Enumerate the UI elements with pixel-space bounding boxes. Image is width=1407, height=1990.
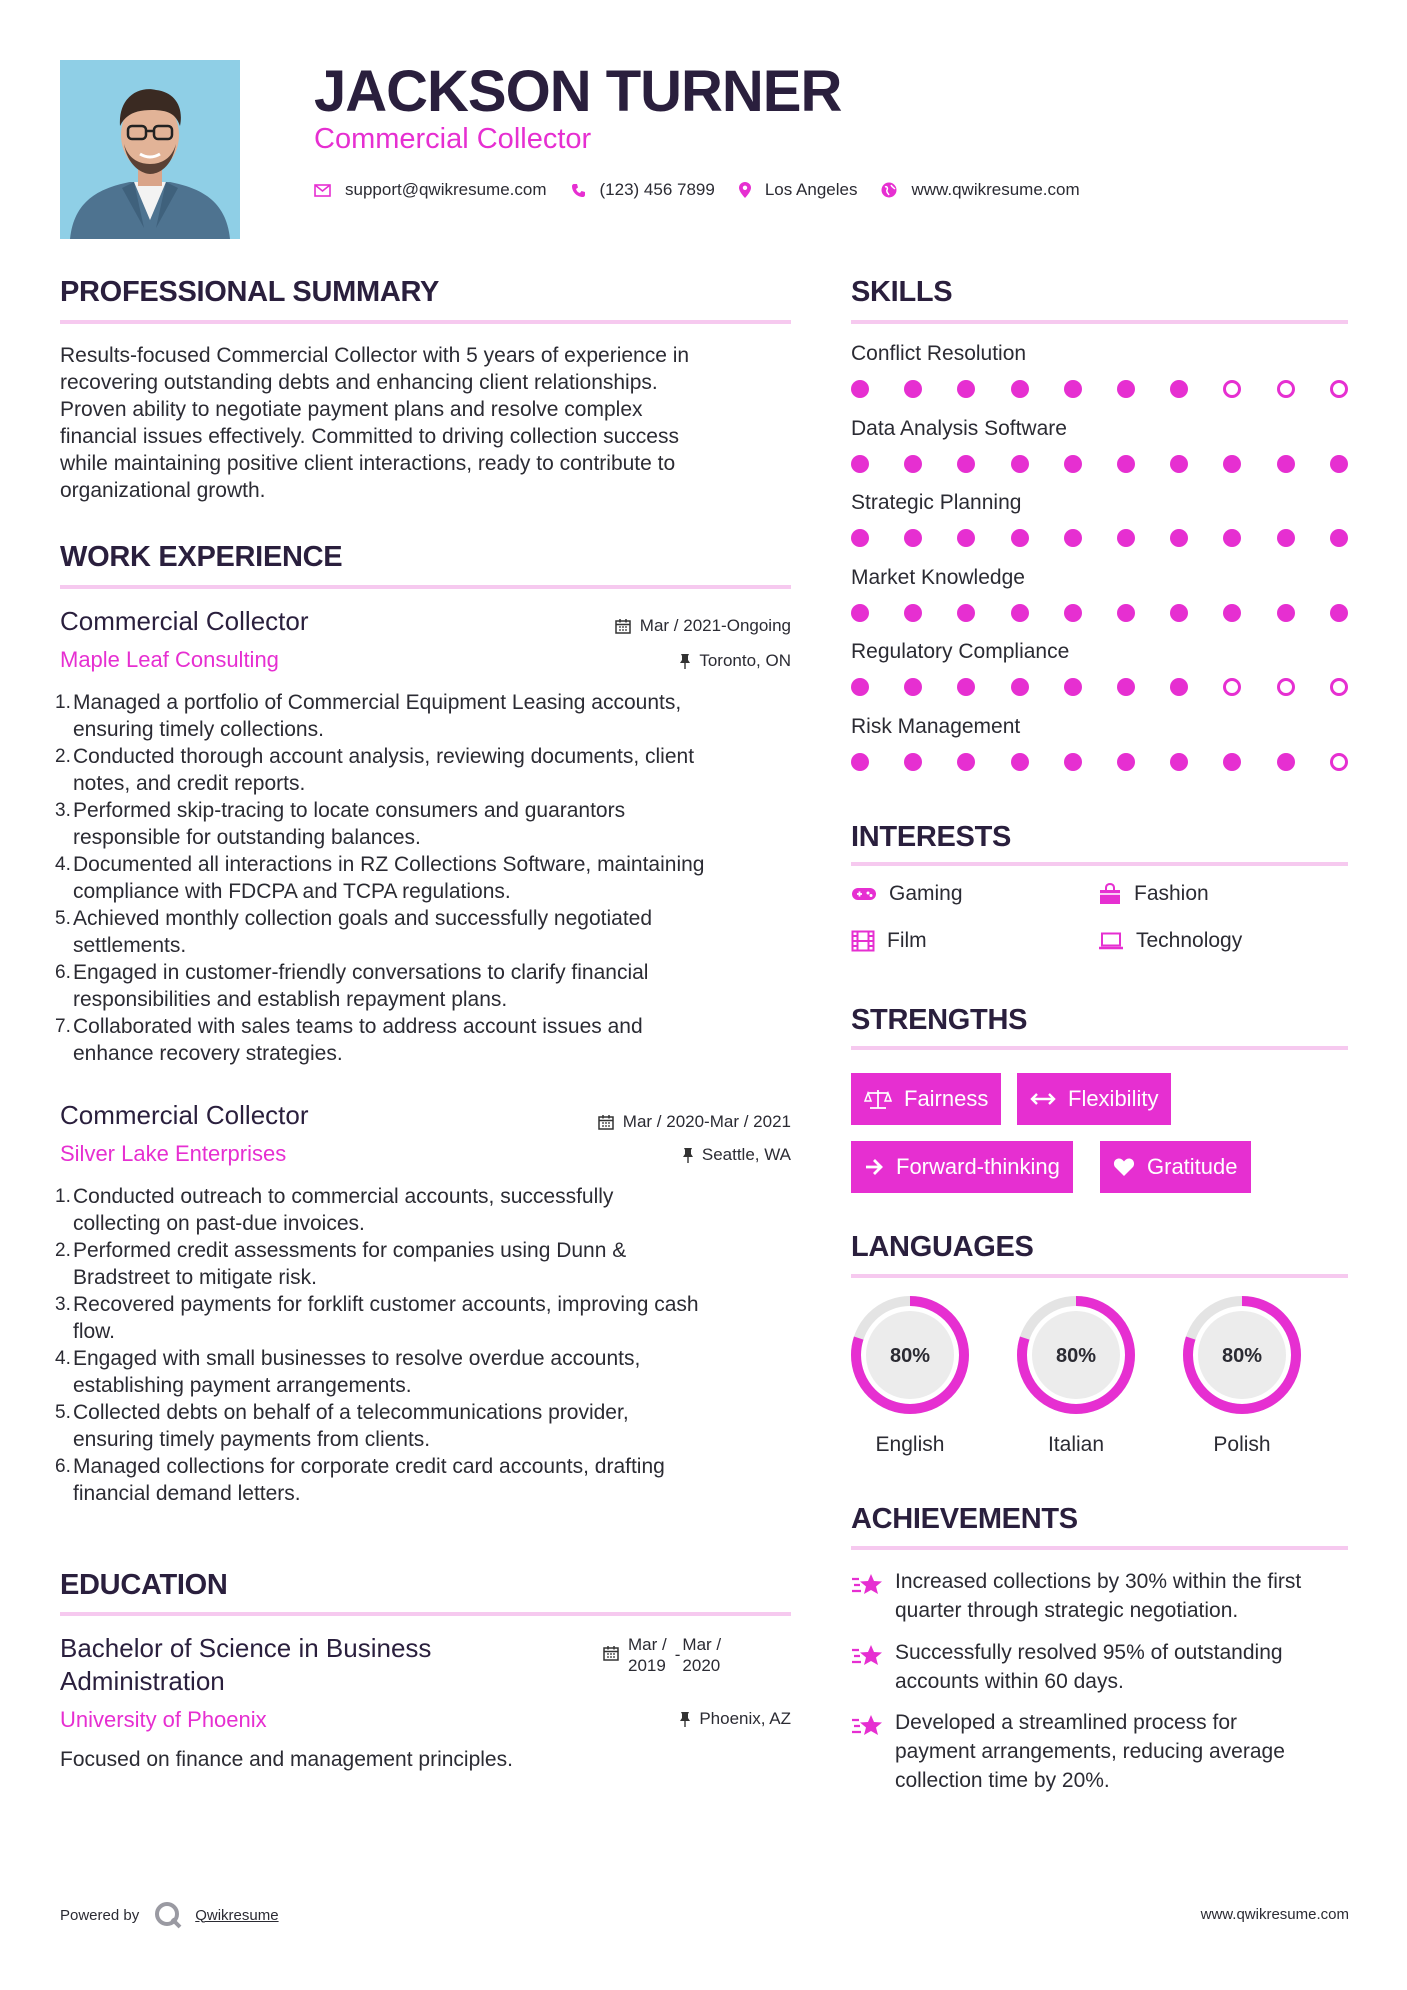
skill-dot-filled: [1117, 678, 1135, 696]
language-progress-ring: [1014, 1293, 1138, 1417]
interest-item: [851, 929, 927, 953]
summary-divider: [60, 320, 791, 324]
strength-label: Gratitude: [1147, 1154, 1238, 1179]
contact-email[interactable]: [314, 180, 547, 200]
contact-website[interactable]: [881, 180, 1079, 200]
job-location: [683, 1145, 791, 1165]
list-line: responsible for outstanding balances.: [73, 826, 421, 849]
strengths-heading: STRENGTHS: [851, 1004, 1028, 1036]
laptop-icon: [1098, 932, 1124, 950]
achievement-line: accounts within 60 days.: [895, 1670, 1124, 1693]
skill-dot-filled: [957, 529, 975, 547]
skill-rating: [851, 529, 1341, 549]
list-line: Engaged in customer-friendly conversations to clarify financial: [73, 961, 649, 984]
gamepad-icon: [851, 886, 877, 902]
achievements-heading: ACHIEVEMENTS: [851, 1503, 1078, 1535]
film-icon: [851, 930, 875, 952]
list-line: Managed collections for corporate credit card accounts, drafting: [73, 1455, 665, 1478]
list-item: [55, 959, 805, 1013]
education-date-end: [682, 1634, 721, 1676]
skill-dot-empty: [1330, 753, 1348, 771]
list-line: establishing payment arrangements.: [73, 1374, 412, 1397]
list-line: Managed a portfolio of Commercial Equipment Leasing accounts,: [73, 691, 682, 714]
job-date: [615, 616, 791, 636]
map-pin-icon: [739, 182, 751, 198]
languages-heading: LANGUAGES: [851, 1231, 1034, 1263]
contact-phone[interactable]: [571, 180, 715, 200]
qwikresume-logo-icon: [153, 1900, 183, 1930]
language-percent: 80%: [1055, 1345, 1097, 1367]
summary-line: while maintaining positive client interactions, ready to contribute to: [60, 452, 676, 475]
skill-dot-empty: [1223, 678, 1241, 696]
skill-dot-filled: [1223, 604, 1241, 622]
skill-dot-filled: [1064, 678, 1082, 696]
location-text: Los Angeles: [764, 180, 858, 199]
skill-dot-filled: [851, 529, 869, 547]
languages-divider: [851, 1274, 1348, 1278]
skill-dot-filled: [1011, 678, 1029, 696]
list-number: 4.: [55, 1348, 71, 1369]
list-item: [55, 1013, 805, 1067]
language-percent: 80%: [889, 1345, 931, 1367]
phone-text: (123) 456 7899: [599, 180, 715, 199]
skill-dot-empty: [1330, 678, 1348, 696]
skill-dot-filled: [1064, 604, 1082, 622]
pushpin-icon: [680, 653, 690, 669]
strengths-divider: [851, 1046, 1348, 1050]
pushpin-icon: [680, 1711, 690, 1727]
skill-dot-filled: [957, 753, 975, 771]
skill-label: Market Knowledge: [851, 566, 1025, 589]
list-line: Recovered payments for forklift customer accounts, improving cash: [73, 1293, 699, 1316]
skills-heading: SKILLS: [851, 276, 953, 308]
achievement-text: [895, 1708, 1285, 1795]
education-location: [680, 1709, 791, 1729]
arrow-right-icon: [864, 1158, 884, 1176]
summary-line: financial issues effectively. Committed to driving collection success: [60, 425, 679, 448]
strength-tag: [851, 1141, 1073, 1193]
skill-rating: [851, 455, 1341, 475]
skill-dot-filled: [851, 380, 869, 398]
language-item: [1180, 1293, 1304, 1457]
list-line: Performed credit assessments for companies using Dunn &: [73, 1239, 627, 1262]
date-part: Mar /: [682, 1635, 722, 1654]
education-date: [603, 1634, 721, 1676]
list-number: 5.: [55, 1402, 71, 1423]
date-part: 2019: [628, 1656, 666, 1675]
skill-dot-filled: [904, 455, 922, 473]
skill-dot-filled: [1117, 753, 1135, 771]
strength-tag: [1017, 1073, 1171, 1125]
skill-label: Strategic Planning: [851, 491, 1022, 514]
skill-dot-filled: [1011, 529, 1029, 547]
strength-tag: [1100, 1141, 1251, 1193]
skill-dot-filled: [904, 529, 922, 547]
language-progress-ring: [1180, 1293, 1304, 1417]
skill-dot-filled: [1223, 529, 1241, 547]
calendar-icon: [615, 618, 631, 634]
list-line: Collaborated with sales teams to address account issues and: [73, 1015, 643, 1038]
list-item: [55, 1399, 805, 1453]
work-divider: [60, 585, 791, 589]
language-name: Polish: [1213, 1433, 1271, 1456]
skill-dot-filled: [1064, 529, 1082, 547]
list-line: responsibilities and establish repayment plans.: [73, 988, 508, 1011]
candidate-name: JACKSON TURNER: [314, 59, 842, 124]
achievement-line: Successfully resolved 95% of outstanding: [895, 1641, 1283, 1664]
achievement-line: collection time by 20%.: [895, 1769, 1110, 1792]
globe-icon: [881, 182, 897, 198]
skill-dot-filled: [904, 604, 922, 622]
skill-dot-filled: [957, 678, 975, 696]
education-date-start: [628, 1634, 667, 1676]
company-name: Silver Lake Enterprises: [60, 1141, 287, 1166]
degree-title: [60, 1632, 580, 1698]
job-bullets: [55, 1183, 805, 1507]
skill-rating: [851, 380, 1341, 400]
skill-dot-filled: [1064, 753, 1082, 771]
list-item: [55, 797, 805, 851]
interest-label: Film: [887, 929, 927, 952]
skill-dot-empty: [1223, 380, 1241, 398]
skill-dot-filled: [1223, 753, 1241, 771]
phone-icon: [571, 183, 586, 198]
education-location-text: Phoenix, AZ: [699, 1709, 791, 1728]
skill-dot-filled: [1117, 529, 1135, 547]
shooting-star-icon: [851, 1638, 895, 1696]
skill-dot-filled: [851, 753, 869, 771]
skill-dot-filled: [1330, 455, 1348, 473]
list-line: Conducted thorough account analysis, reviewing documents, client: [73, 745, 695, 768]
skill-label: Conflict Resolution: [851, 342, 1027, 365]
profile-photo: [60, 60, 240, 239]
envelope-icon: [314, 184, 331, 197]
list-item: [55, 905, 805, 959]
summary-line: recovering outstanding debts and enhancing client relationships.: [60, 371, 658, 394]
skill-dot-filled: [904, 678, 922, 696]
job-bullets: [55, 689, 805, 1067]
list-line: Achieved monthly collection goals and successfully negotiated: [73, 907, 653, 930]
skill-rating: [851, 604, 1341, 624]
achievement-text: [895, 1638, 1283, 1696]
list-number: 4.: [55, 854, 71, 875]
list-line: Engaged with small businesses to resolve overdue accounts,: [73, 1347, 641, 1370]
skill-dot-filled: [1277, 455, 1295, 473]
skill-dot-filled: [1170, 753, 1188, 771]
job-date: [598, 1112, 791, 1132]
achievement-item: [851, 1638, 1351, 1696]
list-number: 3.: [55, 800, 71, 821]
candidate-title: Commercial Collector: [314, 123, 592, 155]
list-item: [55, 1453, 805, 1507]
skill-dot-filled: [1011, 455, 1029, 473]
list-line: ensuring timely collections.: [73, 718, 324, 741]
achievement-text: [895, 1567, 1301, 1625]
list-number: 2.: [55, 746, 71, 767]
skill-dot-empty: [1330, 380, 1348, 398]
qwikresume-link[interactable]: Qwikresume: [195, 1906, 279, 1924]
list-number: 7.: [55, 1016, 71, 1037]
strength-tag: [851, 1073, 1001, 1125]
language-name: English: [875, 1433, 945, 1456]
list-line: financial demand letters.: [73, 1482, 301, 1505]
skill-dot-filled: [1117, 604, 1135, 622]
list-item: [55, 1183, 805, 1237]
job-title: Commercial Collector: [60, 1100, 309, 1130]
list-line: ensuring timely payments from clients.: [73, 1428, 431, 1451]
skill-dot-filled: [1277, 604, 1295, 622]
calendar-icon: [598, 1114, 614, 1130]
list-number: 6.: [55, 1456, 71, 1477]
interests-divider: [851, 862, 1348, 866]
achievement-line: Increased collections by 30% within the first: [895, 1570, 1302, 1593]
contact-bar: [314, 178, 1104, 202]
skill-dot-filled: [851, 604, 869, 622]
summary-line: Proven ability to negotiate payment plans and resolve complex: [60, 398, 643, 421]
interest-label: Fashion: [1134, 882, 1209, 905]
strength-label: Forward-thinking: [896, 1154, 1060, 1179]
job-location: [680, 651, 791, 671]
job-location-text: Toronto, ON: [699, 651, 791, 670]
language-item: [848, 1293, 972, 1457]
achievement-item: [851, 1567, 1351, 1625]
summary-text: [60, 342, 800, 504]
skill-dot-filled: [904, 753, 922, 771]
language-percent: 80%: [1221, 1345, 1263, 1367]
interests-heading: INTERESTS: [851, 821, 1012, 853]
list-line: settlements.: [73, 934, 187, 957]
work-heading: WORK EXPERIENCE: [60, 541, 343, 573]
achievement-item: [851, 1708, 1351, 1795]
company-name: Maple Leaf Consulting: [60, 647, 279, 672]
achievement-line: Developed a streamlined process for: [895, 1711, 1238, 1734]
job-date-text: Mar / 2020-Mar / 2021: [622, 1112, 791, 1131]
skill-dot-filled: [1170, 678, 1188, 696]
arrows-horizontal-icon: [1030, 1092, 1056, 1106]
list-line: flow.: [73, 1320, 116, 1343]
skill-label: Risk Management: [851, 715, 1021, 738]
interest-label: Technology: [1136, 929, 1243, 952]
list-line: collecting on past-due invoices.: [73, 1212, 365, 1235]
list-line: Documented all interactions in RZ Collections Software, maintaining: [73, 853, 705, 876]
skill-dot-filled: [957, 380, 975, 398]
summary-line: Results-focused Commercial Collector with 5 years of experience in: [60, 344, 690, 367]
interest-label: Gaming: [889, 882, 963, 905]
list-item: [55, 851, 805, 905]
list-item: [55, 1237, 805, 1291]
skill-dot-empty: [1277, 678, 1295, 696]
skill-rating: [851, 753, 1341, 773]
skills-divider: [851, 320, 1348, 324]
achievements-divider: [851, 1546, 1348, 1550]
list-line: Collected debts on behalf of a telecommunications provider,: [73, 1401, 629, 1424]
website-text: www.qwikresume.com: [911, 180, 1080, 199]
list-line: Conducted outreach to commercial accounts, successfully: [73, 1185, 614, 1208]
list-item: [55, 1291, 805, 1345]
job-location-text: Seattle, WA: [701, 1145, 791, 1164]
achievement-line: quarter through strategic negotiation.: [895, 1599, 1239, 1622]
skill-label: Regulatory Compliance: [851, 640, 1070, 663]
summary-line: organizational growth.: [60, 479, 266, 502]
email-text: support@qwikresume.com: [345, 180, 547, 199]
list-number: 2.: [55, 1240, 71, 1261]
skill-rating: [851, 678, 1341, 698]
skill-dot-filled: [1170, 455, 1188, 473]
skill-dot-filled: [904, 380, 922, 398]
skill-dot-filled: [1011, 380, 1029, 398]
skill-dot-filled: [851, 678, 869, 696]
list-number: 1.: [55, 692, 71, 713]
achievement-line: payment arrangements, reducing average: [895, 1740, 1285, 1763]
education-divider: [60, 1612, 791, 1616]
list-line: enhance recovery strategies.: [73, 1042, 343, 1065]
skill-dot-filled: [1011, 753, 1029, 771]
skill-dot-filled: [851, 455, 869, 473]
list-item: [55, 743, 805, 797]
date-part: Mar /: [628, 1635, 667, 1654]
job-date-text: Mar / 2021-Ongoing: [639, 616, 791, 635]
job-title: Commercial Collector: [60, 606, 309, 636]
degree-line: Administration: [60, 1666, 225, 1696]
interest-item: [1098, 929, 1242, 953]
list-item: [55, 689, 805, 743]
list-item: [55, 1345, 805, 1399]
summary-heading: PROFESSIONAL SUMMARY: [60, 276, 440, 308]
skill-dot-filled: [1277, 529, 1295, 547]
degree-line: Bachelor of Science in Business: [60, 1633, 432, 1663]
date-part: 2020: [682, 1656, 721, 1675]
skill-dot-filled: [1330, 604, 1348, 622]
list-number: 1.: [55, 1186, 71, 1207]
calendar-icon: [603, 1645, 619, 1661]
skill-dot-filled: [1117, 455, 1135, 473]
shooting-star-icon: [851, 1708, 895, 1795]
interest-item: [851, 882, 963, 906]
strength-label: Flexibility: [1068, 1086, 1159, 1111]
balance-scale-icon: [864, 1088, 892, 1110]
list-number: 6.: [55, 962, 71, 983]
list-line: Performed skip-tracing to locate consumers and guarantors: [73, 799, 626, 822]
skill-dot-filled: [1170, 604, 1188, 622]
skill-dot-filled: [1064, 380, 1082, 398]
list-line: compliance with FDCPA and TCPA regulations.: [73, 880, 511, 903]
shooting-star-icon: [851, 1567, 895, 1625]
interest-item: [1098, 882, 1209, 906]
skill-dot-filled: [1223, 455, 1241, 473]
skill-dot-filled: [1170, 380, 1188, 398]
language-progress-ring: [848, 1293, 972, 1417]
powered-by-text: Powered by: [60, 1906, 140, 1924]
school-name: University of Phoenix: [60, 1707, 267, 1732]
pushpin-icon: [683, 1147, 693, 1163]
footer-branding: [60, 1900, 279, 1930]
education-description: Focused on finance and management principles.: [60, 1748, 513, 1771]
skill-label: Data Analysis Software: [851, 417, 1067, 440]
skill-dot-filled: [1117, 380, 1135, 398]
skill-dot-filled: [1277, 753, 1295, 771]
list-number: 3.: [55, 1294, 71, 1315]
date-separator: -: [674, 1645, 681, 1664]
language-name: Italian: [1047, 1433, 1105, 1456]
contact-location: [739, 180, 858, 200]
skill-dot-filled: [1011, 604, 1029, 622]
skill-dot-empty: [1277, 380, 1295, 398]
skill-dot-filled: [957, 604, 975, 622]
footer-url[interactable]: www.qwikresume.com: [1200, 1906, 1349, 1923]
skill-dot-filled: [1330, 529, 1348, 547]
education-heading: EDUCATION: [60, 1569, 228, 1601]
skill-dot-filled: [957, 455, 975, 473]
list-line: Bradstreet to mitigate risk.: [73, 1266, 317, 1289]
list-line: notes, and credit reports.: [73, 772, 306, 795]
language-item: [1014, 1293, 1138, 1457]
skill-dot-filled: [1170, 529, 1188, 547]
shopping-bag-icon: [1098, 883, 1122, 905]
list-number: 5.: [55, 908, 71, 929]
strength-label: Fairness: [904, 1086, 989, 1111]
heart-icon: [1113, 1157, 1135, 1177]
skill-dot-filled: [1064, 455, 1082, 473]
